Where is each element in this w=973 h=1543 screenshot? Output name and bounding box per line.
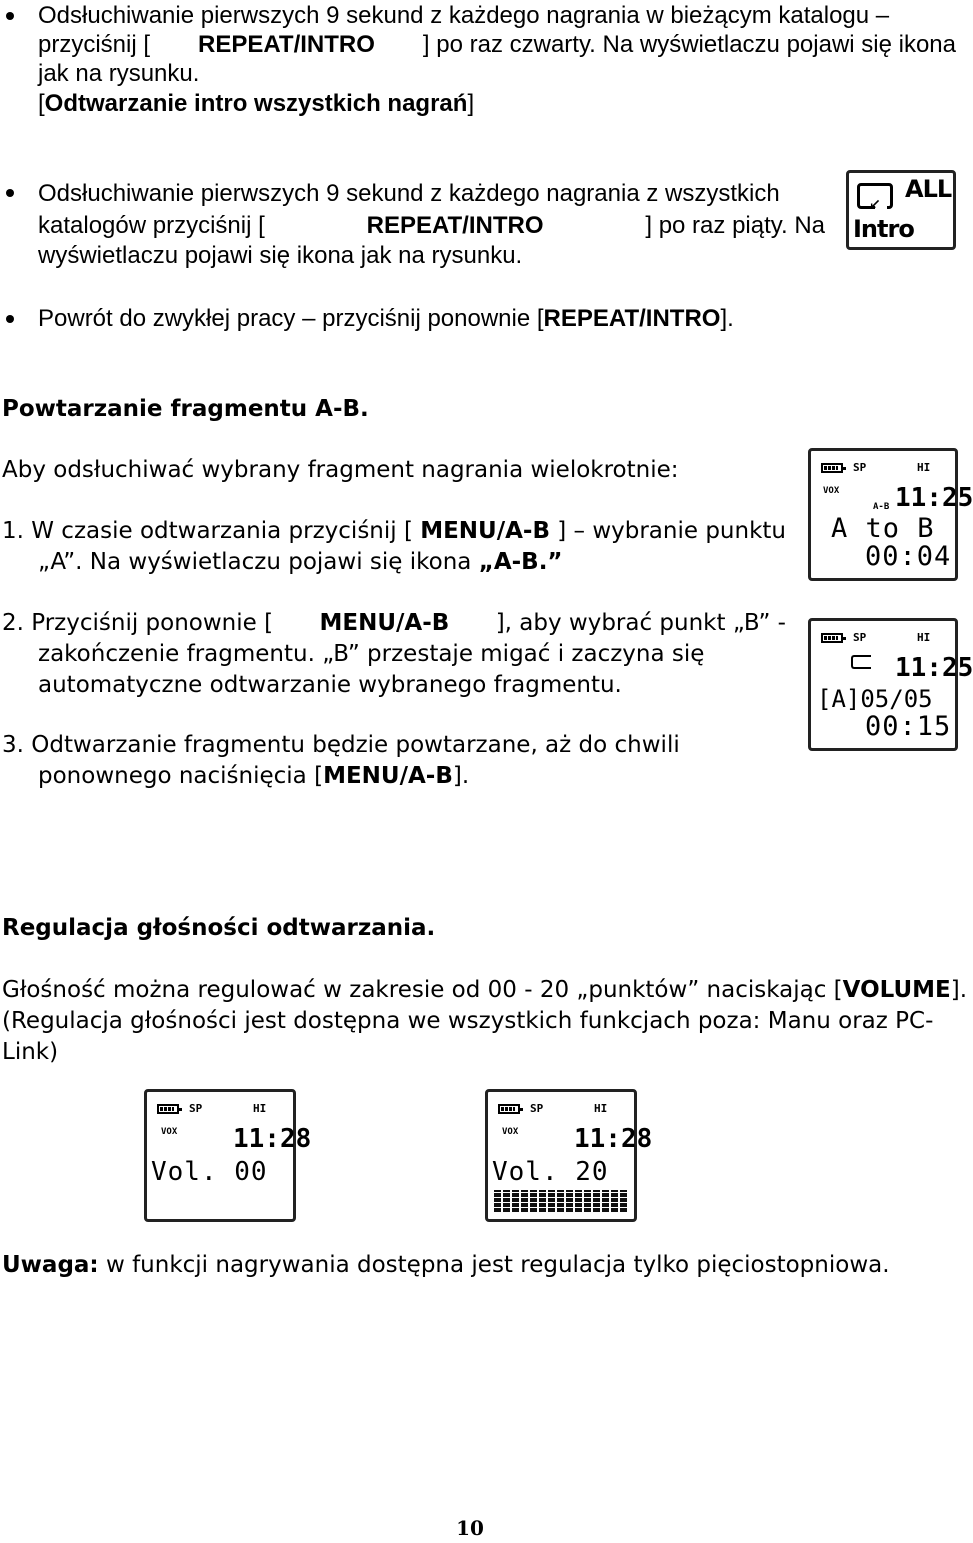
hi-indicator: HI	[917, 631, 931, 644]
bullet-2-line-2	[38, 210, 825, 241]
vox-indicator: VOX	[502, 1127, 519, 1137]
sp-indicator: SP	[853, 631, 867, 644]
lcd-display-a-to-b	[808, 448, 973, 581]
all-label: ALL	[905, 175, 952, 203]
icon-name: „A-B.”	[478, 549, 563, 575]
battery-icon	[821, 633, 843, 643]
ab-step-3-line-1	[2, 730, 786, 761]
bullet	[6, 12, 14, 20]
text: 3. Odtwarzanie fragmentu będzie powtarzane, aż do chwili	[2, 732, 680, 758]
key-name: MENU/A-B	[323, 763, 453, 789]
battery-icon	[821, 463, 843, 473]
text: (Regulacja głośności jest dostępna we wszystkich funkcjach poza: Manu oraz PC-	[2, 1008, 934, 1034]
key-name: REPEAT/INTRO	[543, 305, 721, 332]
ab-step-2-line-3: automatyczne odtwarzanie wybranego fragmentu.	[38, 672, 622, 698]
ab-step-1-line-2	[38, 547, 563, 578]
bullet	[6, 189, 14, 197]
bullet-3	[38, 303, 734, 334]
hi-indicator: HI	[253, 1102, 267, 1115]
battery-icon	[157, 1104, 179, 1114]
page-number: 10	[456, 1516, 484, 1540]
sp-indicator: SP	[530, 1102, 544, 1115]
text: ].	[452, 763, 470, 789]
bullet-1-line-1: Odsłuchiwanie pierwszych 9 sekund z każdego nagrania w bieżącym katalogu –	[38, 2, 890, 29]
hi-indicator: HI	[917, 461, 931, 474]
key-name: VOLUME	[842, 977, 951, 1003]
clock-display: 11:25	[895, 483, 973, 513]
text: ].	[720, 305, 734, 332]
bullet-1-line-3: jak na rysunku.	[38, 60, 200, 87]
repeat-arrow-icon: ↙	[869, 197, 881, 213]
bullet-1-line-4	[38, 88, 474, 119]
text: ], aby wybrać punkt „B” -	[495, 610, 786, 636]
battery-icon	[498, 1104, 520, 1114]
lcd-line-2: 00:15	[865, 711, 952, 742]
ab-indicator: A-B	[873, 502, 890, 512]
intro-label: Intro	[853, 215, 914, 243]
ab-step-3-line-2	[38, 761, 469, 792]
lcd-line-2: 00:04	[865, 541, 952, 572]
section-heading-ab: Powtarzanie fragmentu A-B.	[2, 396, 369, 422]
text: ] – wybranie punktu	[557, 518, 786, 544]
bullet-2-line-1: Odsłuchiwanie pierwszych 9 sekund z każdego nagrania z wszystkich	[38, 180, 780, 207]
text: [	[38, 90, 45, 117]
clock-display: 11:28	[233, 1124, 312, 1154]
lcd-line-1: Vol. 20	[492, 1157, 609, 1187]
key-name: REPEAT/INTRO	[366, 212, 544, 239]
text: przyciśnij [	[38, 31, 151, 58]
text: katalogów przyciśnij [	[38, 212, 265, 239]
lcd-line-1: A to B	[831, 513, 935, 544]
ab-intro: Aby odsłuchiwać wybrany fragment nagrania wielokrotnie:	[2, 457, 679, 483]
text: 1. W czasie odtwarzania przyciśnij [	[2, 518, 413, 544]
text: Głośność można regulować w zakresie od 00 - 20 „punktów” naciskając [	[2, 977, 843, 1003]
volume-paragraph-1	[2, 975, 967, 1006]
text: ] po raz czwarty. Na wyświetlaczu pojawi się ikona	[422, 31, 956, 58]
sp-indicator: SP	[189, 1102, 203, 1115]
text: zakończenie fragmentu. „B” przestaje migać i zaczyna się	[38, 641, 705, 667]
vox-indicator: VOX	[823, 486, 840, 496]
note-label: Uwaga:	[2, 1252, 99, 1278]
key-name: REPEAT/INTRO	[198, 31, 375, 58]
text: ] po raz piąty. Na	[645, 212, 825, 239]
ab-step-2-line-1	[2, 608, 786, 639]
bullet-1-line-2	[38, 29, 956, 60]
text: Powrót do zwykłej pracy – przyciśnij ponownie [	[38, 305, 544, 332]
text: „A”. Na wyświetlaczu pojawi się ikona	[38, 549, 479, 575]
key-name: MENU/A-B	[319, 610, 450, 636]
bullet-2-line-3: wyświetlaczu pojawi się ikona jak na rysunku.	[38, 242, 523, 269]
sp-indicator: SP	[853, 461, 867, 474]
text: ponownego naciśnięcia [	[38, 763, 324, 789]
lcd-line-1: Vol. 00	[151, 1157, 268, 1187]
note-text: w funkcji nagrywania dostępna jest regulacja tylko pięciostopniowa.	[98, 1252, 890, 1278]
lcd-display-volume-00	[144, 1089, 312, 1222]
ab-step-2-line-2	[38, 639, 786, 670]
text: 2. Przyciśnij ponownie [	[2, 610, 274, 636]
hi-indicator: HI	[594, 1102, 608, 1115]
volume-level-bar	[494, 1190, 629, 1212]
key-name: MENU/A-B	[420, 518, 550, 544]
repeat-icon	[851, 655, 871, 669]
lcd-line-1: [A]05/05	[817, 685, 933, 713]
ab-step-1-line-1	[2, 516, 786, 547]
volume-paragraph-2-line-1	[2, 1006, 956, 1037]
text: ]	[467, 90, 475, 117]
volume-paragraph-2-line-2: Link)	[2, 1039, 59, 1065]
lcd-display-volume-20	[485, 1089, 653, 1222]
text: ].	[950, 977, 968, 1003]
section-heading-volume: Regulacja głośności odtwarzania.	[2, 915, 436, 941]
vox-indicator: VOX	[161, 1127, 178, 1137]
intro-all-icon	[846, 170, 956, 250]
lcd-display-repeat-ab	[808, 618, 973, 751]
mode-name: Odtwarzanie intro wszystkich nagrań	[44, 90, 468, 117]
clock-display: 11:28	[574, 1124, 653, 1154]
note	[2, 1250, 890, 1281]
bullet	[6, 315, 14, 323]
clock-display: 11:25	[895, 653, 973, 683]
